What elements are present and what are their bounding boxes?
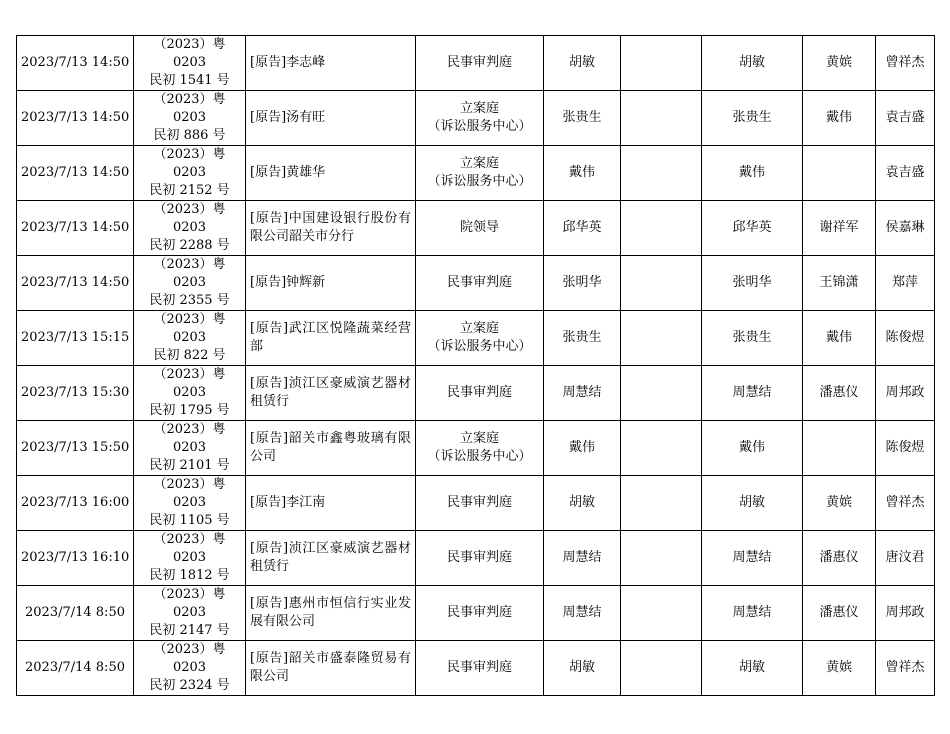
judge-cell: 胡敏 [544,476,621,531]
department-line: 立案庭 [459,156,499,171]
empty-cell [621,366,702,421]
table-row [17,201,935,256]
empty-cell [621,531,702,586]
case-number-line: （2023）粤 0203 [153,312,226,345]
presiding-judge-cell: 戴伟 [702,421,803,476]
case-number-line: （2023）粤 0203 [153,147,226,180]
member-cell: 周邦政 [876,586,935,641]
member-cell: 袁吉盛 [876,146,935,201]
empty-cell [621,586,702,641]
department-cell [416,311,544,366]
department-cell [416,91,544,146]
case-number-line: （2023）粤 0203 [153,367,226,400]
hearing-time-cell: 2023/7/13 15:30 [17,366,134,421]
case-number-line: 民初 1105 号 [149,513,230,528]
case-number-cell [134,311,246,366]
member-cell: 曾祥杰 [876,36,935,91]
case-number-line: 民初 2101 号 [149,458,230,473]
table-row [17,476,935,531]
department-line: 民事审判庭 [446,550,512,565]
department-cell [416,256,544,311]
party-cell: [原告]浈江区豪威演艺器材租赁行 [246,531,416,586]
case-number-line: （2023）粤 0203 [153,257,226,290]
presiding-judge-cell: 戴伟 [702,146,803,201]
judge-cell: 胡敏 [544,36,621,91]
case-number-line: 民初 1541 号 [149,73,230,88]
clerk-cell [803,421,876,476]
empty-cell [621,91,702,146]
clerk-cell [803,146,876,201]
empty-cell [621,311,702,366]
presiding-judge-cell: 张贵生 [702,311,803,366]
table-row [17,641,935,696]
clerk-cell: 王锦潇 [803,256,876,311]
presiding-judge-cell: 胡敏 [702,476,803,531]
party-cell: [原告]李江南 [246,476,416,531]
department-line: 立案庭 [459,431,499,446]
case-number-cell [134,91,246,146]
party-cell: [原告]中国建设银行股份有限公司韶关市分行 [246,201,416,256]
hearing-time-cell: 2023/7/13 14:50 [17,91,134,146]
party-cell: [原告]黄雄华 [246,146,416,201]
clerk-cell: 潘惠仪 [803,531,876,586]
department-cell [416,476,544,531]
case-number-cell [134,146,246,201]
table-row [17,366,935,421]
member-cell: 曾祥杰 [876,476,935,531]
case-number-cell [134,476,246,531]
clerk-cell: 戴伟 [803,311,876,366]
judge-cell: 戴伟 [544,146,621,201]
party-cell: [原告]李志峰 [246,36,416,91]
case-number-line: （2023）粤 0203 [153,422,226,455]
case-number-cell [134,201,246,256]
clerk-cell: 戴伟 [803,91,876,146]
judge-cell: 张明华 [544,256,621,311]
member-cell: 周邦政 [876,366,935,421]
party-cell: [原告]韶关市盛泰隆贸易有限公司 [246,641,416,696]
empty-cell [621,256,702,311]
department-line: 立案庭 [459,101,499,116]
judge-cell: 张贵生 [544,91,621,146]
clerk-cell: 潘惠仪 [803,366,876,421]
judge-cell: 周慧结 [544,586,621,641]
clerk-cell: 黄嫔 [803,36,876,91]
department-line: （诉讼服务中心） [427,174,532,189]
table-row [17,421,935,476]
empty-cell [621,36,702,91]
schedule-rows [17,36,935,696]
presiding-judge-cell: 胡敏 [702,36,803,91]
party-cell: [原告]韶关市鑫粤玻璃有限公司 [246,421,416,476]
presiding-judge-cell: 周慧结 [702,586,803,641]
judge-cell: 周慧结 [544,366,621,421]
party-cell: [原告]惠州市恒信行实业发展有限公司 [246,586,416,641]
case-number-cell [134,421,246,476]
case-number-line: 民初 886 号 [153,128,226,143]
member-cell: 郑萍 [876,256,935,311]
department-cell [416,366,544,421]
department-cell [416,641,544,696]
presiding-judge-cell: 周慧结 [702,366,803,421]
hearing-time-cell: 2023/7/13 14:50 [17,146,134,201]
empty-cell [621,146,702,201]
hearing-time-cell: 2023/7/14 8:50 [17,641,134,696]
department-line: 民事审判庭 [446,660,512,675]
presiding-judge-cell: 周慧结 [702,531,803,586]
presiding-judge-cell: 邱华英 [702,201,803,256]
case-number-line: 民初 1812 号 [149,568,230,583]
department-line: （诉讼服务中心） [427,449,532,464]
case-number-cell [134,586,246,641]
case-number-line: 民初 2355 号 [149,293,230,308]
empty-cell [621,421,702,476]
case-number-cell [134,256,246,311]
department-cell [416,146,544,201]
case-number-line: （2023）粤 0203 [153,37,226,70]
hearing-time-cell: 2023/7/13 15:50 [17,421,134,476]
department-cell [416,201,544,256]
case-number-line: 民初 2324 号 [149,678,230,693]
member-cell: 曾祥杰 [876,641,935,696]
clerk-cell: 谢祥军 [803,201,876,256]
table-row [17,531,935,586]
case-number-line: （2023）粤 0203 [153,202,226,235]
case-number-line: （2023）粤 0203 [153,642,226,675]
presiding-judge-cell: 张明华 [702,256,803,311]
department-line: 民事审判庭 [446,275,512,290]
case-number-line: （2023）粤 0203 [153,532,226,565]
judge-cell: 邱华英 [544,201,621,256]
department-cell [416,421,544,476]
table-row [17,311,935,366]
hearing-time-cell: 2023/7/13 15:15 [17,311,134,366]
empty-cell [621,476,702,531]
case-number-cell [134,366,246,421]
judge-cell: 胡敏 [544,641,621,696]
clerk-cell: 黄嫔 [803,476,876,531]
department-line: 民事审判庭 [446,385,512,400]
member-cell: 袁吉盛 [876,91,935,146]
party-cell: [原告]浈江区豪威演艺器材租赁行 [246,366,416,421]
department-line: 民事审判庭 [446,495,512,510]
hearing-time-cell: 2023/7/13 16:10 [17,531,134,586]
case-number-line: （2023）粤 0203 [153,587,226,620]
case-number-line: 民初 2147 号 [149,623,230,638]
hearing-time-cell: 2023/7/14 8:50 [17,586,134,641]
judge-cell: 戴伟 [544,421,621,476]
department-line: 立案庭 [459,321,499,336]
presiding-judge-cell: 胡敏 [702,641,803,696]
department-cell [416,586,544,641]
case-number-line: 民初 2152 号 [149,183,230,198]
department-line: （诉讼服务中心） [427,339,532,354]
party-cell: [原告]汤有旺 [246,91,416,146]
department-cell [416,531,544,586]
case-number-cell [134,531,246,586]
case-number-line: （2023）粤 0203 [153,92,226,125]
hearing-time-cell: 2023/7/13 14:50 [17,256,134,311]
hearing-time-cell: 2023/7/13 14:50 [17,201,134,256]
department-line: 民事审判庭 [446,55,512,70]
clerk-cell: 黄嫔 [803,641,876,696]
department-line: 民事审判庭 [446,605,512,620]
clerk-cell: 潘惠仪 [803,586,876,641]
case-number-line: 民初 1795 号 [149,403,230,418]
case-number-line: （2023）粤 0203 [153,477,226,510]
hearing-time-cell: 2023/7/13 16:00 [17,476,134,531]
department-line: 院领导 [459,220,499,235]
empty-cell [621,201,702,256]
department-line: （诉讼服务中心） [427,119,532,134]
judge-cell: 周慧结 [544,531,621,586]
member-cell: 陈俊煜 [876,421,935,476]
case-number-cell [134,36,246,91]
hearing-schedule-table [16,35,935,696]
member-cell: 侯嘉琳 [876,201,935,256]
hearing-time-cell: 2023/7/13 14:50 [17,36,134,91]
party-cell: [原告]武江区悦隆蔬菜经营部 [246,311,416,366]
presiding-judge-cell: 张贵生 [702,91,803,146]
case-number-cell [134,641,246,696]
judge-cell: 张贵生 [544,311,621,366]
member-cell: 陈俊煜 [876,311,935,366]
table-row [17,91,935,146]
table-row [17,36,935,91]
case-number-line: 民初 2288 号 [149,238,230,253]
party-cell: [原告]钟辉新 [246,256,416,311]
table-row [17,256,935,311]
empty-cell [621,641,702,696]
department-cell [416,36,544,91]
table-row [17,146,935,201]
member-cell: 唐汶君 [876,531,935,586]
case-number-line: 民初 822 号 [153,348,226,363]
table-row [17,586,935,641]
